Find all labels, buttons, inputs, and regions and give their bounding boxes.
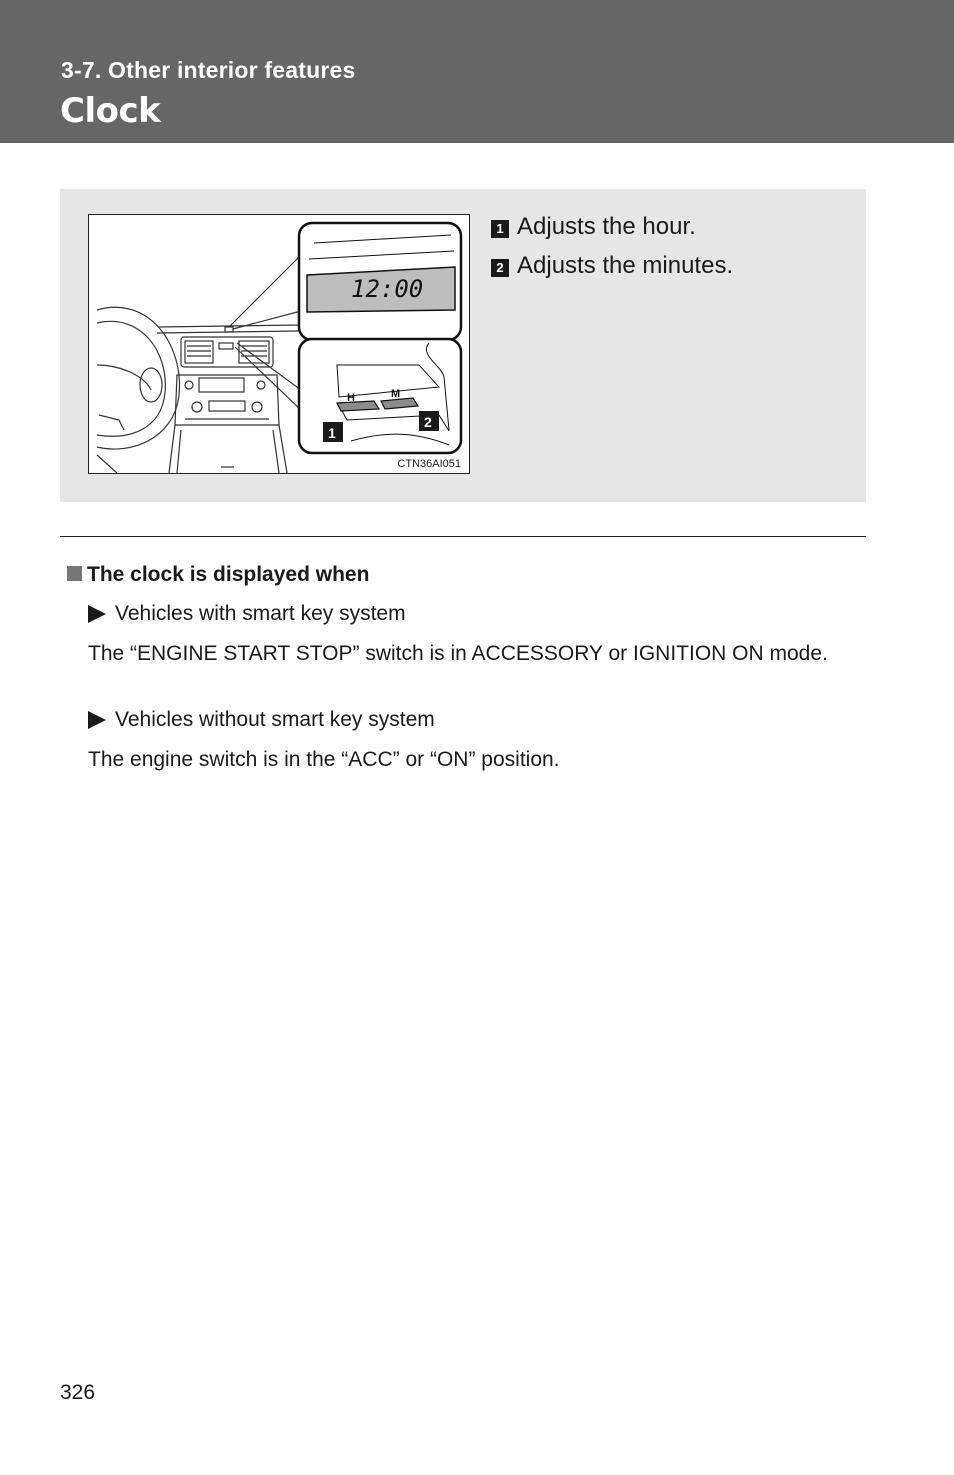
figure-code: CTN36AI051 bbox=[397, 458, 461, 470]
minute-button-label: M bbox=[391, 388, 401, 400]
condition-text: The “ENGINE START STOP” switch is in ACCESSORY or IGNITION ON mode. bbox=[88, 642, 828, 665]
chapter-header bbox=[0, 0, 954, 143]
page-title: Clock bbox=[60, 91, 161, 131]
clock-display-text: 12:00 bbox=[351, 275, 424, 303]
triangle-bullet-icon bbox=[88, 605, 106, 623]
dashboard-illustration bbox=[88, 214, 470, 474]
steering-wheel bbox=[97, 307, 179, 449]
legend-text: Adjusts the hour. bbox=[517, 212, 696, 240]
figure-legend bbox=[491, 207, 733, 285]
callout-2: 2 bbox=[424, 414, 432, 430]
square-bullet-icon bbox=[67, 566, 82, 581]
condition-label-text: Vehicles with smart key system bbox=[115, 602, 406, 625]
hour-button bbox=[337, 401, 379, 411]
notes-heading bbox=[67, 563, 369, 587]
legend-item bbox=[491, 207, 733, 246]
hour-button-label: H bbox=[347, 392, 355, 404]
section-label: 3-7. Other interior features bbox=[61, 57, 356, 83]
legend-text: Adjusts the minutes. bbox=[517, 251, 734, 279]
callout-1: 1 bbox=[328, 425, 336, 441]
condition-label bbox=[88, 708, 435, 732]
condition-label bbox=[88, 602, 406, 626]
number-1-icon: 1 bbox=[491, 220, 509, 238]
figure-panel bbox=[60, 189, 866, 502]
section-divider bbox=[60, 536, 866, 537]
condition-label-text: Vehicles without smart key system bbox=[115, 708, 435, 731]
page-number: 326 bbox=[60, 1381, 96, 1404]
triangle-bullet-icon bbox=[88, 711, 106, 729]
legend-item bbox=[491, 246, 733, 285]
condition-text: The engine switch is in the “ACC” or “ON” position. bbox=[88, 748, 560, 771]
notes-heading-text: The clock is displayed when bbox=[87, 563, 370, 586]
number-2-icon: 2 bbox=[491, 259, 509, 277]
